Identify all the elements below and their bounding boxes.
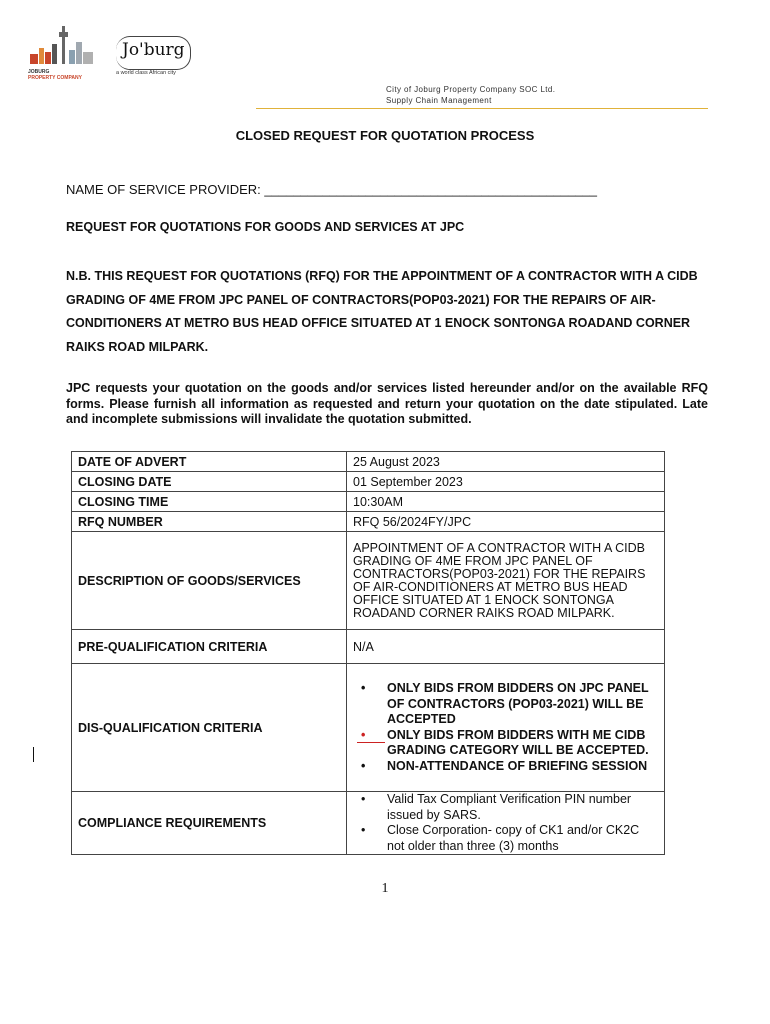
disqualification-list-cell xyxy=(347,664,665,792)
closing-date-label: CLOSING DATE xyxy=(72,472,347,492)
header-divider xyxy=(256,108,708,109)
rfq-number-label: RFQ NUMBER xyxy=(72,512,347,532)
intro-paragraph: JPC requests your quotation on the goods and/or services listed hereunder and/or on the available RFQ forms. Please furnish all information as requested and return your quotation on the date stipulated. Late and incomplete submissions will invalidate the quotation submitted. xyxy=(66,381,708,426)
disqualification-list xyxy=(353,681,658,774)
joburg-tagline: a world class African city xyxy=(116,70,176,76)
table-row xyxy=(72,492,665,512)
date-of-advert-label: DATE OF ADVERT xyxy=(72,452,347,472)
rfq-number-value: RFQ 56/2024FY/JPC xyxy=(347,512,665,532)
department-name: Supply Chain Management xyxy=(386,96,492,105)
bullet-icon: • xyxy=(361,823,366,837)
joburg-wordmark: Jo'burg xyxy=(122,40,185,60)
joburg-logo xyxy=(116,36,196,80)
list-item: • Close Corporation- copy of CK1 and/or CK2C not older than three (3) months xyxy=(361,823,640,853)
table-row xyxy=(72,664,665,792)
bullet-icon: • xyxy=(361,681,366,695)
description-label: DESCRIPTION OF GOODS/SERVICES xyxy=(72,532,347,630)
document-title: CLOSED REQUEST FOR QUOTATION PROCESS xyxy=(235,128,535,143)
company-name: City of Joburg Property Company SOC Ltd. xyxy=(386,85,556,94)
disqualification-label: DIS-QUALIFICATION CRITERIA xyxy=(72,664,347,792)
rfq-details-table xyxy=(71,451,665,855)
company-header xyxy=(386,84,555,106)
closing-time-label: CLOSING TIME xyxy=(72,492,347,512)
prequalification-value: N/A xyxy=(347,630,665,664)
bullet-icon: • xyxy=(361,792,366,806)
table-row xyxy=(72,630,665,664)
list-item: • ONLY BIDS FROM BIDDERS ON JPC PANEL OF CONTRACTORS (POP03-2021) WILL BE ACCEPTED xyxy=(361,681,649,726)
prequalification-label: PRE-QUALIFICATION CRITERIA xyxy=(72,630,347,664)
description-value: APPOINTMENT OF A CONTRACTOR WITH A CIDB GRADING OF 4ME FROM JPC PANEL OF CONTRACTORS(POP03-2021) FOR THE REPAIRS OF AIR-CONDITIONERS AT METRO BUS HEAD OFFICE SITUATED AT 1 ENOCK SONTONGA ROADAND CORNER RAIKS ROAD MILPARK. xyxy=(347,532,665,630)
table-row xyxy=(72,792,665,855)
service-provider-line: NAME OF SERVICE PROVIDER: ______________________________________________ xyxy=(66,182,597,197)
table-row xyxy=(72,452,665,472)
text-cursor-mark xyxy=(33,747,34,762)
table-row xyxy=(72,532,665,630)
request-heading: REQUEST FOR QUOTATIONS FOR GOODS AND SERVICES AT JPC xyxy=(66,220,465,234)
list-item: • ONLY BIDS FROM BIDDERS WITH ME CIDB GRADING CATEGORY WILL BE ACCEPTED. xyxy=(387,728,658,759)
jpc-logo-text: JOBURG PROPERTY COMPANY xyxy=(28,69,82,81)
table-row xyxy=(72,512,665,532)
track-change-mark xyxy=(357,742,385,743)
bullet-icon: • xyxy=(361,758,366,773)
jpc-skyline-icon xyxy=(28,22,100,70)
compliance-label: COMPLIANCE REQUIREMENTS xyxy=(72,792,347,855)
table-row xyxy=(72,472,665,492)
compliance-list-cell xyxy=(347,792,665,855)
closing-date-value: 01 September 2023 xyxy=(347,472,665,492)
closing-time-value: 10:30AM xyxy=(347,492,665,512)
bullet-icon: • xyxy=(361,727,366,742)
jpc-logo xyxy=(28,22,100,82)
list-item: • NON-ATTENDANCE OF BRIEFING SESSION xyxy=(361,758,648,773)
nb-paragraph: N.B. THIS REQUEST FOR QUOTATIONS (RFQ) FOR THE APPOINTMENT OF A CONTRACTOR WITH A CIDB GRADING OF 4ME FROM JPC PANEL OF CONTRACTORS(POP03-2021) FOR THE REPAIRS OF AIR-CONDITIONERS AT METRO BUS HEAD OFFICE SITUATED AT 1 ENOCK SONTONGA ROADAND CORNER RAIKS ROAD MILPARK. xyxy=(66,269,698,354)
page-number: 1 xyxy=(381,881,389,896)
date-of-advert-value: 25 August 2023 xyxy=(347,452,665,472)
list-item: • Valid Tax Compliant Verification PIN number issued by SARS. xyxy=(361,792,632,822)
compliance-list xyxy=(353,792,658,854)
